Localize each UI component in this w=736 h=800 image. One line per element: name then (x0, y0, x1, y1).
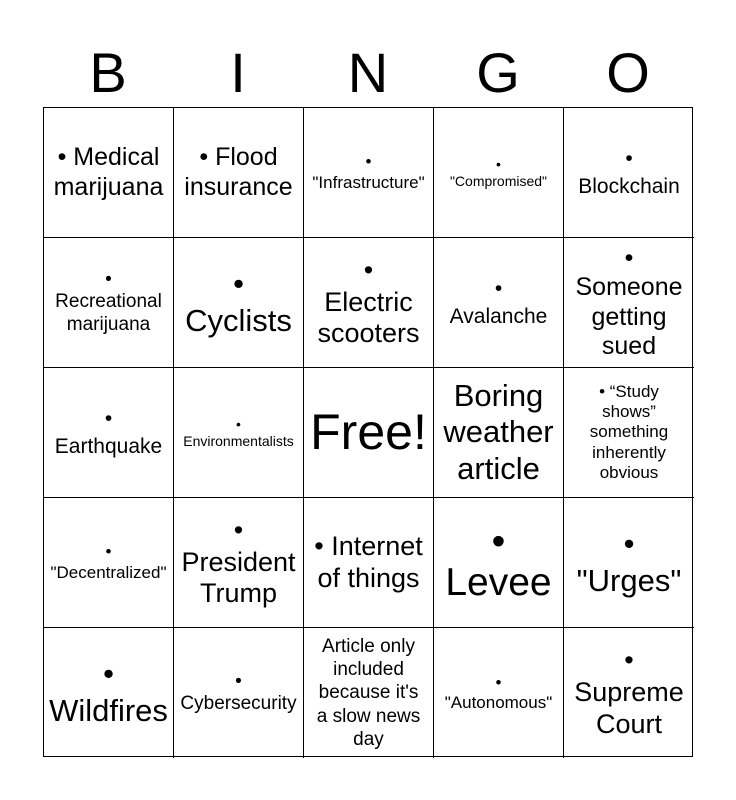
cell-text: • Levee (445, 519, 552, 604)
cell-text: • Blockchain (578, 147, 680, 198)
bingo-cell[interactable] (174, 238, 304, 368)
bingo-cell[interactable] (434, 368, 564, 498)
cell-text: • "Compromised" (449, 155, 548, 189)
bingo-cell[interactable] (564, 108, 694, 238)
cell-text: • Internet of things (314, 530, 423, 593)
bingo-cell[interactable] (44, 108, 174, 238)
cell-text: • Earthquake (54, 407, 163, 458)
header-letter-i: I (230, 41, 246, 104)
bingo-cell-free[interactable] (304, 368, 434, 498)
header-letter-n: N (347, 41, 389, 104)
cell-text: • "Infrastructure" (312, 152, 425, 192)
header-letter-g: G (476, 41, 520, 104)
cell-text: Boring weather article (443, 377, 554, 486)
cell-text: • "Urges" (576, 525, 682, 598)
cell-text: • Wildfires (49, 656, 168, 728)
bingo-cell[interactable] (44, 368, 174, 498)
cell-text: • Supreme Court (574, 645, 684, 739)
bingo-cell[interactable] (304, 628, 434, 758)
free-space-text: Free! (310, 404, 427, 460)
bingo-cell[interactable] (434, 498, 564, 628)
bingo-cell[interactable] (564, 238, 694, 368)
bingo-header (43, 40, 693, 106)
cell-text: • “Study shows” something inherently obvious (589, 382, 669, 482)
bingo-cell[interactable] (564, 628, 694, 758)
bingo-cell[interactable] (174, 498, 304, 628)
bingo-cell[interactable] (44, 628, 174, 758)
bingo-cell[interactable] (304, 238, 434, 368)
bingo-cell[interactable] (434, 108, 564, 238)
bingo-cell[interactable] (174, 368, 304, 498)
cell-text: • President Trump (181, 514, 296, 609)
cell-text: • Cyclists (185, 265, 292, 338)
cell-text: • Someone getting sued (575, 243, 683, 360)
cell-text: • Cybersecurity (180, 670, 297, 714)
bingo-cell[interactable] (174, 108, 304, 238)
cell-text: • Avalanche (449, 277, 548, 328)
bingo-cell[interactable] (564, 368, 694, 498)
cell-text: • Electric scooters (317, 254, 420, 349)
cell-text: • Recreational marijuana (55, 268, 162, 335)
bingo-cell[interactable] (44, 498, 174, 628)
cell-text: • "Decentralized" (50, 542, 167, 582)
cell-text: • "Autonomous" (444, 672, 553, 712)
cell-text: • Environmentalists (183, 415, 294, 449)
bingo-cell[interactable] (434, 238, 564, 368)
bingo-cell[interactable] (174, 628, 304, 758)
bingo-cell[interactable] (434, 628, 564, 758)
cell-text: • Medical marijuana (53, 143, 164, 201)
cell-text: • Flood insurance (184, 143, 293, 201)
cell-text: Article only included because it's a slow news day (316, 636, 421, 750)
header-letter-b: B (89, 41, 127, 104)
bingo-cell[interactable] (44, 238, 174, 368)
bingo-grid (43, 107, 693, 757)
bingo-cell[interactable] (304, 498, 434, 628)
bingo-cell[interactable] (304, 108, 434, 238)
header-letter-o: O (606, 41, 650, 104)
bingo-cell[interactable] (564, 498, 694, 628)
